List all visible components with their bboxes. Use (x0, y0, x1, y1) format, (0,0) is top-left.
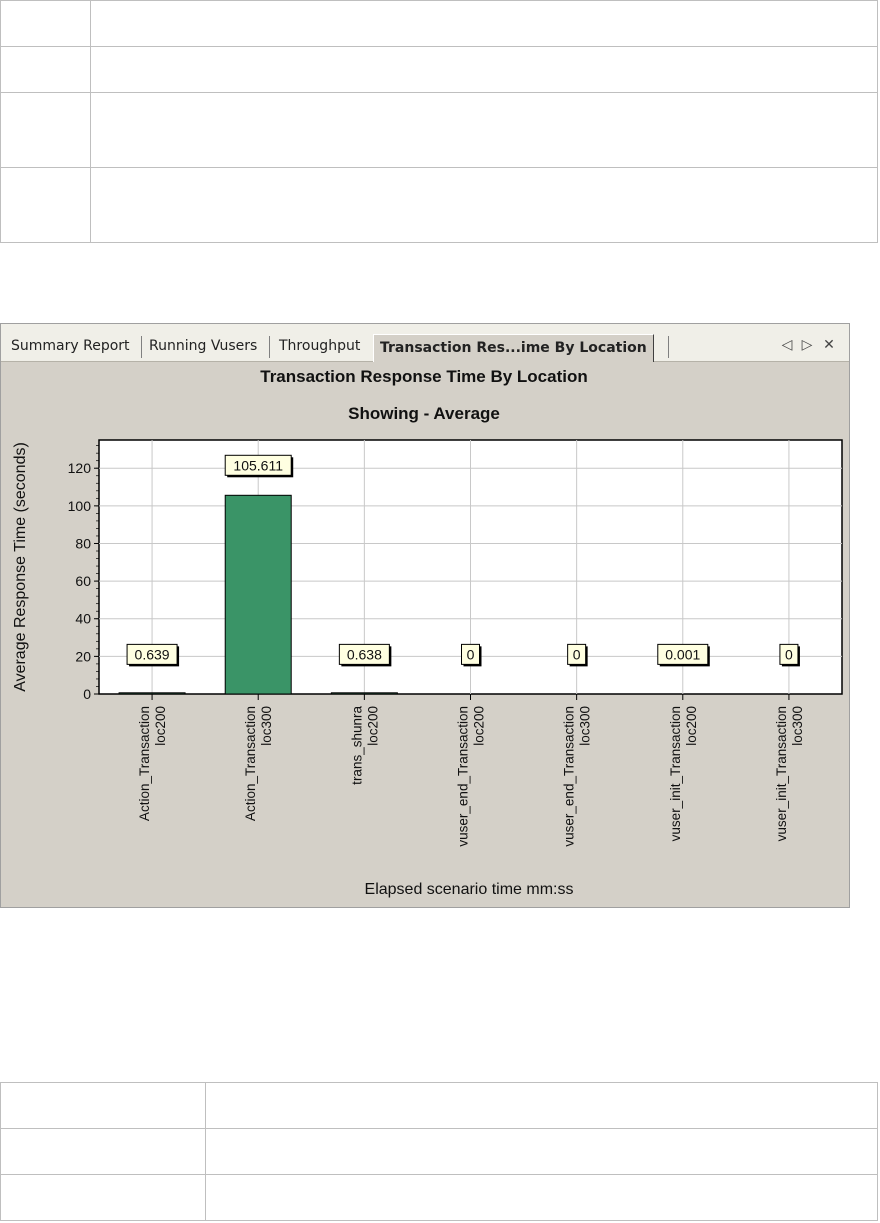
x-category-location-label: loc300 (577, 706, 593, 746)
x-category-label: vuser_init_Transaction (773, 706, 789, 842)
bar (225, 495, 291, 694)
tab-separator (141, 336, 142, 358)
table-row (1, 47, 878, 93)
table-row (1, 168, 878, 243)
table-cell (206, 1129, 878, 1175)
table-row (1, 1175, 878, 1221)
table-cell (1, 1083, 206, 1129)
x-category-location-label: loc200 (153, 706, 169, 746)
data-label: 0 (466, 646, 475, 663)
tab-separator (668, 336, 669, 358)
table-cell (1, 168, 91, 243)
y-tick-label: 100 (67, 497, 91, 514)
data-label: 0 (572, 646, 581, 663)
table-cell (206, 1083, 878, 1129)
x-axis-categories (137, 694, 805, 847)
data-label: 0.001 (665, 646, 701, 663)
chart (1, 362, 849, 907)
tab-next-icon[interactable]: ▷ (801, 337, 813, 353)
tab-transaction-response-time-by-location[interactable]: Transaction Res...ime By Location (373, 334, 654, 362)
x-category-label: vuser_init_Transaction (667, 706, 683, 842)
analysis-window (0, 323, 850, 908)
tab-running-vusers[interactable]: Running Vusers (149, 338, 258, 354)
x-category-label: vuser_end_Transaction (561, 706, 577, 847)
data-label: 105.611 (233, 457, 284, 474)
chart-title: Transaction Response Time By Location (260, 367, 588, 386)
table-cell (91, 1, 878, 47)
table-row (1, 1, 878, 47)
tab-summary-report[interactable]: Summary Report (11, 338, 130, 354)
data-label: 0 (785, 646, 793, 663)
x-category-label: Action_Transaction (243, 706, 259, 822)
tab-throughput[interactable]: Throughput (279, 338, 361, 354)
data-label: 0.639 (134, 646, 170, 663)
tab-strip (1, 324, 849, 362)
x-category-location-label: loc300 (259, 706, 275, 746)
table-cell (1, 1, 91, 47)
table-cell (206, 1175, 878, 1221)
x-axis-label: Elapsed scenario time mm:ss (364, 881, 574, 898)
bar (331, 693, 397, 694)
x-category-label: vuser_end_Transaction (455, 706, 471, 847)
table-row (1, 93, 878, 168)
table-cell (1, 1129, 206, 1175)
x-category-location-label: loc200 (365, 706, 381, 746)
tab-prev-icon[interactable]: ◁ (781, 337, 793, 353)
table-cell (1, 47, 91, 93)
bar (119, 693, 185, 694)
y-axis-ticks (68, 446, 99, 702)
y-tick-label: 120 (67, 460, 91, 477)
x-category-label: trans_shunra (349, 706, 365, 785)
table-cell (91, 93, 878, 168)
close-icon[interactable]: ✕ (823, 337, 835, 353)
table-cell (91, 168, 878, 243)
x-category-location-label: loc200 (683, 706, 699, 746)
y-tick-label: 40 (75, 610, 91, 627)
y-tick-label: 60 (75, 573, 91, 590)
y-tick-label: 20 (75, 648, 91, 665)
y-tick-label: 80 (75, 535, 91, 552)
y-axis-label: Average Response Time (seconds) (12, 442, 29, 692)
table-cell (1, 93, 91, 168)
document-table-top (0, 0, 878, 243)
table-row (1, 1129, 878, 1175)
x-category-location-label: loc300 (789, 706, 805, 746)
table-cell (1, 1175, 206, 1221)
chart-subtitle: Showing - Average (348, 404, 500, 423)
document-table-bottom (0, 1082, 878, 1221)
tab-separator (269, 336, 270, 358)
x-category-label: Action_Transaction (137, 706, 153, 822)
x-category-location-label: loc200 (471, 706, 487, 746)
table-cell (91, 47, 878, 93)
data-label: 0.638 (346, 646, 382, 663)
table-row (1, 1083, 878, 1129)
y-tick-label: 0 (83, 686, 91, 702)
